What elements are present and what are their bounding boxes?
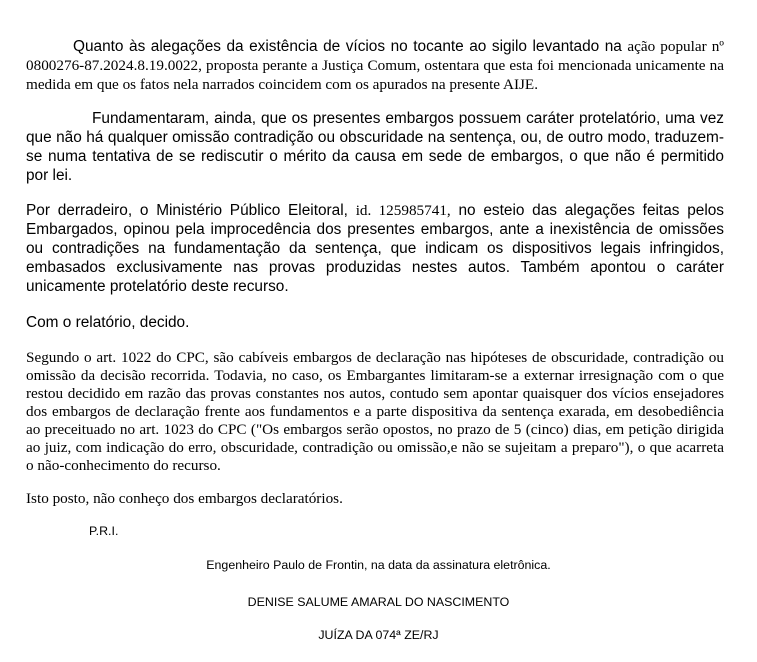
paragraph-relatorio: Com o relatório, decido.: [26, 314, 190, 331]
signer-name: DENISE SALUME AMARAL DO NASCIMENTO: [247, 595, 510, 609]
paragraph-sigilo-sans-text: Quanto às alegações da existência de vícios no tocante ao sigilo levantado na: [73, 38, 622, 55]
paragraph-ministerio-publico-text-b: no esteio das alegações feitas pelos Embargados, opinou pela improcedência dos presentes embargos, ante a inexistência de omissões ou contradições na fundamentação da sentença, que indicam os dispositivos legais infringidos, embasados exclusivamente nas provas produzidas nestes autos. Também apontou o caráter unicamente protelatório deste recurso.: [26, 202, 724, 295]
document-id: id. 125985741,: [355, 202, 451, 219]
paragraph-sigilo: [26, 37, 724, 94]
place-date-line: Engenheiro Paulo de Frontin, na data da assinatura eletrônica.: [206, 558, 551, 572]
signer-role: JUÍZA DA 074ª ZE/RJ: [318, 628, 439, 642]
paragraph-fundamentaram: Fundamentaram, ainda, que os presentes embargos possuem caráter protelatório, uma vez que não há qualquer omissão contradição ou obscuridade na sentença, ou, de outro modo, traduzem-se numa tentativa de se rediscutir o mérito da causa em sede de embargos, o que não é permitido por lei.: [26, 110, 724, 184]
paragraph-sigilo-serif-text: ação popular nº 0800276-87.2024.8.19.0022, proposta perante a Justiça Comum, ostentara que esta foi mencionada unicamente na medida em que os fatos nela narrados coincidem com os apurados na presente AIJE.: [26, 38, 725, 93]
pri-label: P.R.I.: [89, 524, 119, 538]
paragraph-ministerio-publico-text-a: Por derradeiro, o Ministério Público Eleitoral,: [26, 202, 348, 219]
paragraph-fundamentacao: Segundo o art. 1022 do CPC, são cabíveis embargos de declaração nas hipóteses de obscuridade, contradição ou omissão da decisão recorrida. Todavia, no caso, os Embargantes limitaram-se a externar irresignação com o que restou decidido em razão das provas constantes nos autos, contudo sem apontar quaisquer dos vícios ensejadores dos embargos de declaração frente aos fundamentos e a parte dispositiva da sentença exarada, em desobediência ao preceituado no art. 1023 do CPC ("Os embargos serão opostos, no prazo de 5 (cinco) dias, em petição dirigida ao juiz, com indicação do erro, obscuridade, contradição ou omissão,e não se sujeitam a preparo"), o que acarreta o não-conhecimento do recurso.: [26, 349, 724, 474]
paragraph-ministerio-publico: [26, 201, 724, 296]
paragraph-dispositivo: Isto posto, não conheço dos embargos declaratórios.: [26, 490, 343, 507]
